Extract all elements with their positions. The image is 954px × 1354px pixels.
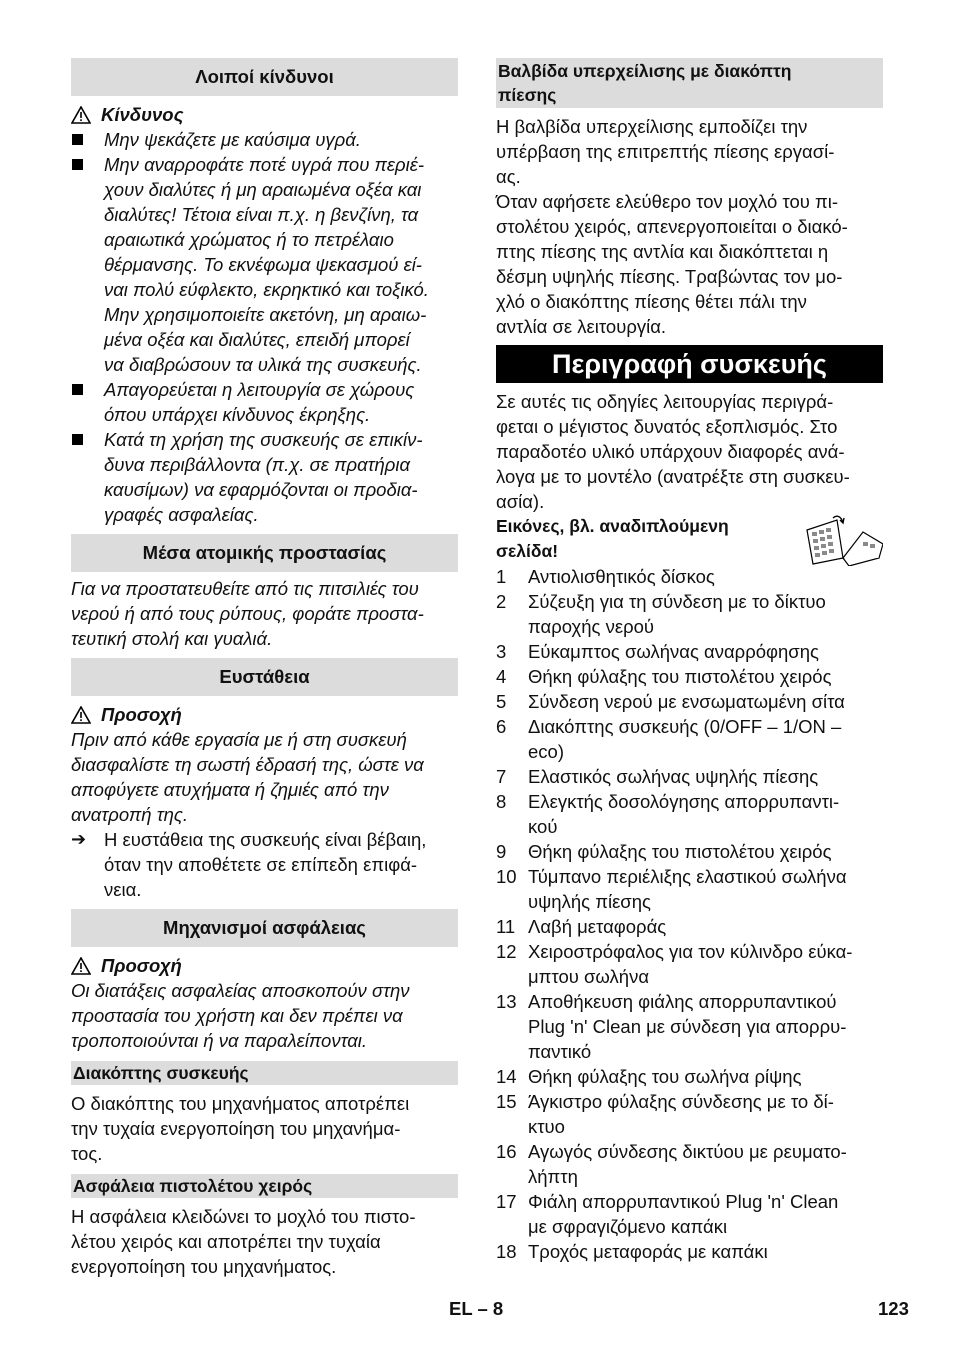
section-title-stability: Ευστάθεια: [71, 658, 458, 696]
list-item: 12 Χειροστρόφαλος για τον κύλινδρο εύκα- μπτου σωλήνα: [496, 941, 853, 987]
caution-label: Προσοχή: [101, 955, 182, 976]
warning-triangle-icon: [71, 706, 91, 724]
danger-warning: [71, 102, 458, 127]
square-bullet-icon: [72, 384, 83, 395]
list-item: 18 Τροχός μεταφοράς με καπάκι: [496, 1241, 768, 1262]
warning-triangle-icon: [71, 957, 91, 975]
section-title-protective-equipment: Μέσα ατομικής προστασίας: [71, 534, 458, 572]
list-item: 11 Λαβή μεταφοράς: [496, 916, 667, 937]
fold-out-page-icon: [803, 514, 883, 566]
caution-label: Προσοχή: [101, 704, 182, 725]
list-item: 7 Ελαστικός σωλήνας υψηλής πίεσης: [496, 766, 819, 787]
list-item: Απαγορεύεται η λειτουργία σε χώρους όπου υπάρχει κίνδυνος έκρηξης.: [71, 377, 458, 427]
list-item: 16 Αγωγός σύνδεσης δικτύου με ρευματο- λήπτη: [496, 1141, 847, 1187]
overflow-valve-text-1: Η βαλβίδα υπερχείλισης εμποδίζει την υπέρβαση της επιτρεπτής πίεσης εργασί- ας.: [496, 116, 835, 187]
footer-page-number: 123: [878, 1298, 909, 1319]
caution-warning: [71, 953, 458, 978]
list-item: 10 Τύμπανο περιέλιξης ελαστικού σωλήνα υψηλής πίεσης: [496, 866, 847, 912]
warning-triangle-icon: [71, 106, 91, 124]
subsection-title-overflow-valve: Βαλβίδα υπερχείλισης με διακόπτη πίεσης: [496, 58, 883, 108]
main-section-title-device-description: Περιγραφή συσκευής: [496, 345, 883, 383]
figures-note: Εικόνες, βλ. αναδιπλούμενη σελίδα!: [496, 516, 729, 561]
list-item: Μην αναρροφάτε ποτέ υγρά που περιέ- χουν διαλύτες ή μη αραιωμένα οξέα και διαλύτες! Τέτοια είναι π.χ. η βενζίνη, τα αραιωτικά χρώματος ή το πετρέλαιο θέρμανσης. Το εκνέφωμα ψεκασμού εί- ναι πολύ εύφλεκτο, εκρηκτικό και τοξικό. Μην χρησιμοποιείτε ακετόνη, μη αραιω- μένα οξέα και διαλύτες, επειδή μπορεί να διαβρώσουν τα υλικά της συσκευής.: [71, 152, 458, 377]
section-title-residual-risks: Λοιποί κίνδυνοι: [71, 58, 458, 96]
list-item: 6 Διακόπτης συσκευής (0/OFF – 1/ON – eco): [496, 716, 842, 762]
safety-devices-text: Οι διατάξεις ασφαλείας αποσκοπούν στην προστασία του χρήστη και δεν πρέπει να τροποποιούνται ή να παραλείπονται.: [71, 980, 410, 1051]
arrow-right-icon: ➔: [71, 829, 87, 849]
list-item: 13 Αποθήκευση φιάλης απορρυπαντικού Plug 'n' Clean με σύνδεση για απορρυ- παντικό: [496, 991, 847, 1062]
danger-list: [71, 127, 458, 527]
device-switch-text: Ο διακόπτης του μηχανήματος αποτρέπει την τυχαία ενεργοποίηση του μηχανήμα- τος.: [71, 1093, 410, 1164]
trigger-lock-text: Η ασφάλεια κλειδώνει το μοχλό του πιστο- λέτου χειρός και αποτρέπει την τυχαία ενεργοποίηση του μηχανήματος.: [71, 1206, 416, 1277]
list-item: 8 Ελεγκτής δοσολόγησης απορρυπαντι- κού: [496, 791, 840, 837]
protective-equipment-text: Για να προστατευθείτε από τις πιτσιλιές του νερού ή από τους ρύπους, φοράτε προστα- τευτική στολή και γυαλιά.: [71, 578, 424, 649]
section-title-safety-devices: Μηχανισμοί ασφάλειας: [71, 909, 458, 947]
overflow-valve-text-2: Όταν αφήσετε ελεύθερο τον μοχλό του πι- στολέτου χειρός, απενεργοποιείται ο διακό- πτης πίεσης της αντλία και διακόπτεται η δέσμη υψηλής πίεσης. Τραβώντας τον μο- χλό ο διακόπτης πίεσης θέτει πάλι την αντλία σε λειτουργία.: [496, 191, 848, 337]
parts-list: [496, 564, 883, 1264]
right-column: [496, 58, 883, 1264]
list-item: 3 Εύκαμπτος σωλήνας αναρρόφησης: [496, 641, 819, 662]
list-item: 15 Άγκιστρο φύλαξης σύνδεσης με το δί- κτυο: [496, 1091, 834, 1137]
square-bullet-icon: [72, 434, 83, 445]
list-item: Μην ψεκάζετε με καύσιμα υγρά.: [71, 127, 458, 152]
list-item: 4 Θήκη φύλαξης του πιστολέτου χειρός: [496, 666, 832, 687]
footer-language-page: EL – 8: [449, 1298, 504, 1319]
square-bullet-icon: [72, 159, 83, 170]
caution-warning: [71, 702, 458, 727]
list-item: 14 Θήκη φύλαξης του σωλήνα ρίψης: [496, 1066, 802, 1087]
list-item: Κατά τη χρήση της συσκευής σε επικίν- δυνα περιβάλλοντα (π.χ. σε πρατήρια καυσίμων) να εφαρμόζονται οι προδια- γραφές ασφαλείας.: [71, 427, 458, 527]
list-item: 2 Σύζευξη για τη σύνδεση με το δίκτυο παροχής νερού: [496, 591, 826, 637]
list-item: 9 Θήκη φύλαξης του πιστολέτου χειρός: [496, 841, 832, 862]
device-description-intro: Σε αυτές τις οδηγίες λειτουργίας περιγρά- φεται ο μέγιστος δυνατός εξοπλισμός. Στο παραδοτέο υλικό υπάρχουν διαφορές ανά- λογα με το μοντέλο (ανατρέξτε στη συσκευ- ασία).: [496, 391, 850, 512]
list-item: 5 Σύνδεση νερού με ενσωματωμένη σίτα: [496, 691, 845, 712]
stability-instruction: ➔ Η ευστάθεια της συσκευής είναι βέβαιη, όταν την αποθέτετε σε επίπεδη επιφά- νεια.: [71, 829, 427, 900]
danger-label: Κίνδυνος: [101, 104, 184, 125]
stability-caution-text: Πριν από κάθε εργασία με ή στη συσκευή διασφαλίστε τη σωστή έδρασή της, ώστε να αποφύγετε ατυχήματα ή ζημιές από την ανατροπή της.: [71, 729, 424, 825]
square-bullet-icon: [72, 134, 83, 145]
left-column: [71, 58, 458, 1279]
subsection-title-trigger-lock: Ασφάλεια πιστολέτου χειρός: [71, 1174, 458, 1198]
subsection-title-device-switch: Διακόπτης συσκευής: [71, 1061, 458, 1085]
list-item: 17 Φιάλη απορρυπαντικού Plug 'n' Clean με σφραγιζόμενο καπάκι: [496, 1191, 839, 1237]
list-item: 1 Αντιολισθητικός δίσκος: [496, 566, 715, 587]
figures-note-row: [496, 514, 883, 564]
